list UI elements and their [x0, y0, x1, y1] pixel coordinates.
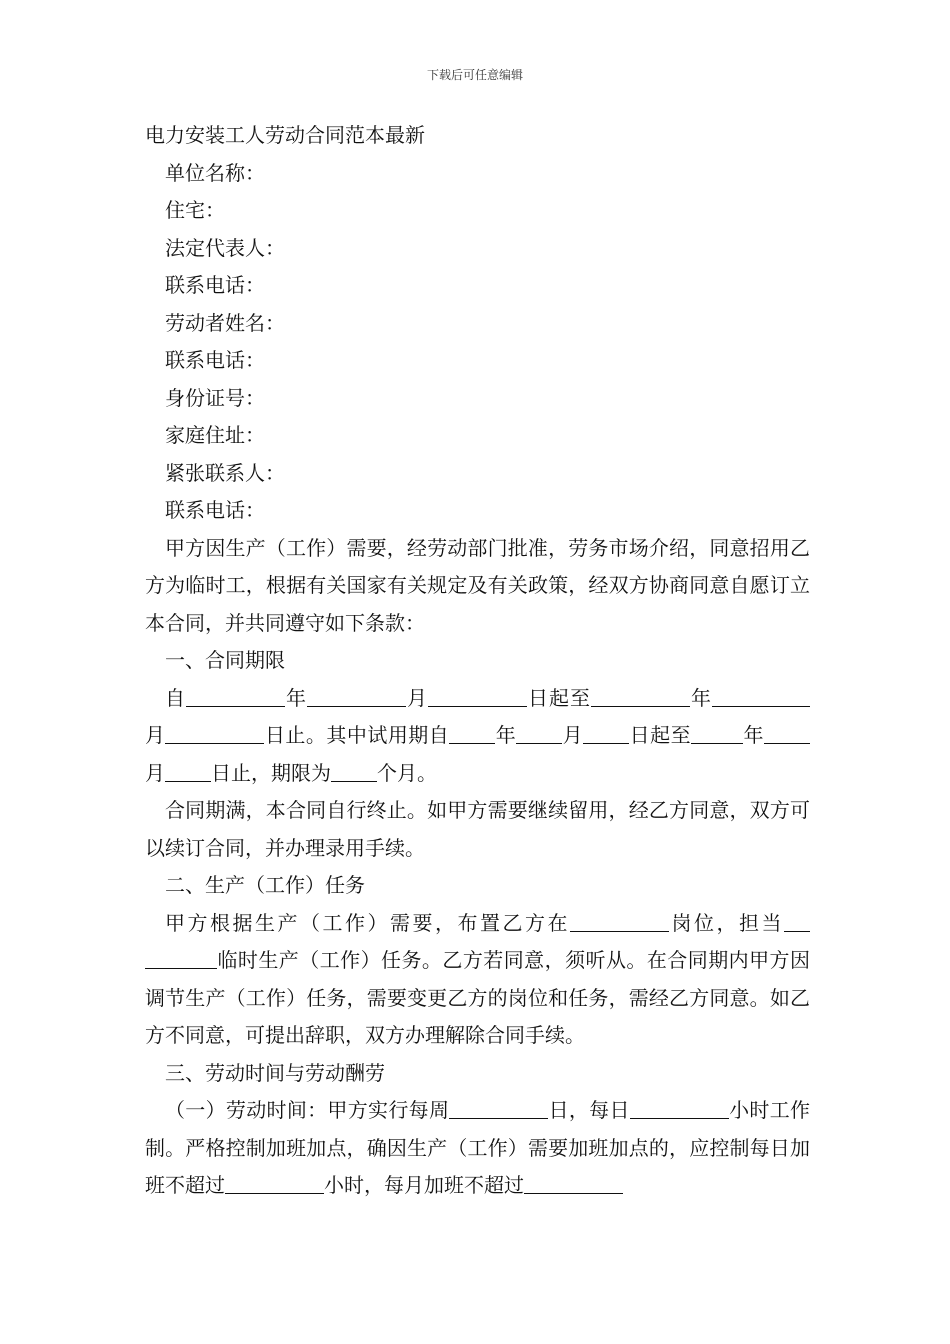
blank-monthly-overtime[interactable]	[524, 1173, 623, 1194]
blank-hours-per-day[interactable]	[630, 1098, 729, 1119]
header-note: 下载后可任意编辑	[426, 68, 523, 82]
blank-days-per-week[interactable]	[449, 1098, 548, 1119]
task-text-3: 临时生产（工作）任务。乙方若同意，须听从。在合同期内甲方因调节生产（工作）任务，需要变更乙方的岗位和任务，需经乙方同意。如乙方不同意，可提出辞职，双方办理解除合同手续。	[145, 948, 810, 1047]
blank-trial-start-year[interactable]	[449, 723, 495, 744]
field-emergency-contact: 紧张联系人：	[165, 460, 285, 485]
section-1-heading: 一、合同期限	[165, 648, 285, 672]
section-3-heading: 三、劳动时间与劳动酬劳	[165, 1060, 385, 1085]
blank-start-month[interactable]	[307, 686, 406, 707]
blank-task-part2[interactable]	[145, 948, 217, 969]
blank-trial-end-year-part1[interactable]	[691, 723, 717, 744]
term-text-day-to-2: 日起至	[629, 723, 692, 747]
intro-paragraph: 甲方因生产（工作）需要，经劳动部门批准，劳务市场介绍，同意招用乙方为临时工，根据有关国家有关规定及有关政策，经双方协商同意自愿订立本合同，并共同遵守如下条款：	[145, 535, 810, 635]
work-hours-paragraph	[145, 1092, 810, 1205]
term-text-day-to: 日起至	[527, 685, 591, 710]
term-text-year-3: 年	[495, 723, 517, 747]
blank-end-month-part2[interactable]	[784, 686, 810, 707]
term-text-year-2: 年	[690, 685, 712, 710]
field-phone-3: 联系电话：	[165, 498, 265, 522]
blank-daily-overtime[interactable]	[225, 1173, 324, 1194]
blank-trial-months[interactable]	[331, 761, 377, 782]
field-phone-1: 联系电话：	[165, 273, 265, 297]
contract-term-paragraph	[145, 680, 810, 793]
hours-text-4: 小时，每月加班不超过	[324, 1173, 524, 1197]
task-text-2: 岗位，担当	[669, 910, 784, 935]
blank-end-year[interactable]	[591, 686, 690, 707]
blank-end-month-part1[interactable]	[712, 686, 784, 707]
hours-text-1: （一）劳动时间：甲方实行每周	[165, 1098, 450, 1122]
document-body	[145, 117, 810, 1205]
work-task-paragraph	[145, 905, 810, 1055]
hours-text-3: 小时工作制。严格控制加班加点，确因生产（工作）需要加班加点的，应控制每日加班不超过	[145, 1098, 811, 1197]
blank-task-part1[interactable]	[784, 911, 810, 932]
term-text-month-2: 月	[145, 723, 166, 747]
term-text-year: 年	[285, 685, 307, 710]
blank-end-day[interactable]	[165, 723, 264, 744]
term-text-month-4: 月	[145, 760, 165, 785]
term-text-month: 月	[406, 685, 428, 710]
field-unit-name: 单位名称：	[165, 160, 265, 185]
renewal-paragraph: 合同期满，本合同自行终止。如甲方需要继续留用，经乙方同意，双方可以续订合同，并办理录用手续。	[145, 798, 810, 860]
field-home-address: 家庭住址：	[165, 423, 265, 447]
task-text-1: 甲方根据生产（工作）需要，布置乙方在	[165, 910, 570, 935]
blank-start-year[interactable]	[186, 686, 285, 707]
blank-trial-end-month[interactable]	[764, 723, 810, 744]
field-worker-name: 劳动者姓名：	[165, 310, 285, 335]
blank-trial-start-day[interactable]	[583, 723, 629, 744]
document-title: 电力安装工人劳动合同范本最新	[145, 123, 425, 147]
term-text-from: 自	[165, 685, 186, 710]
blank-start-day[interactable]	[428, 686, 527, 707]
blank-trial-end-year-part2[interactable]	[717, 723, 743, 744]
blank-trial-start-month[interactable]	[516, 723, 562, 744]
field-id-number: 身份证号：	[165, 385, 265, 410]
term-text-months: 个月。	[377, 760, 437, 785]
term-text-year-4: 年	[743, 723, 765, 747]
field-phone-2: 联系电话：	[165, 348, 265, 372]
blank-trial-end-day[interactable]	[165, 761, 211, 782]
term-text-month-3: 月	[562, 723, 584, 747]
term-text-period: 日止，期限为	[211, 760, 331, 785]
hours-text-2: 日，每日	[548, 1098, 630, 1122]
field-legal-rep: 法定代表人：	[165, 235, 285, 260]
section-2-heading: 二、生产（工作）任务	[165, 873, 365, 897]
field-residence: 住宅：	[165, 198, 225, 222]
blank-position[interactable]	[570, 911, 669, 932]
term-text-trial: 日止。其中试用期自	[264, 723, 450, 747]
